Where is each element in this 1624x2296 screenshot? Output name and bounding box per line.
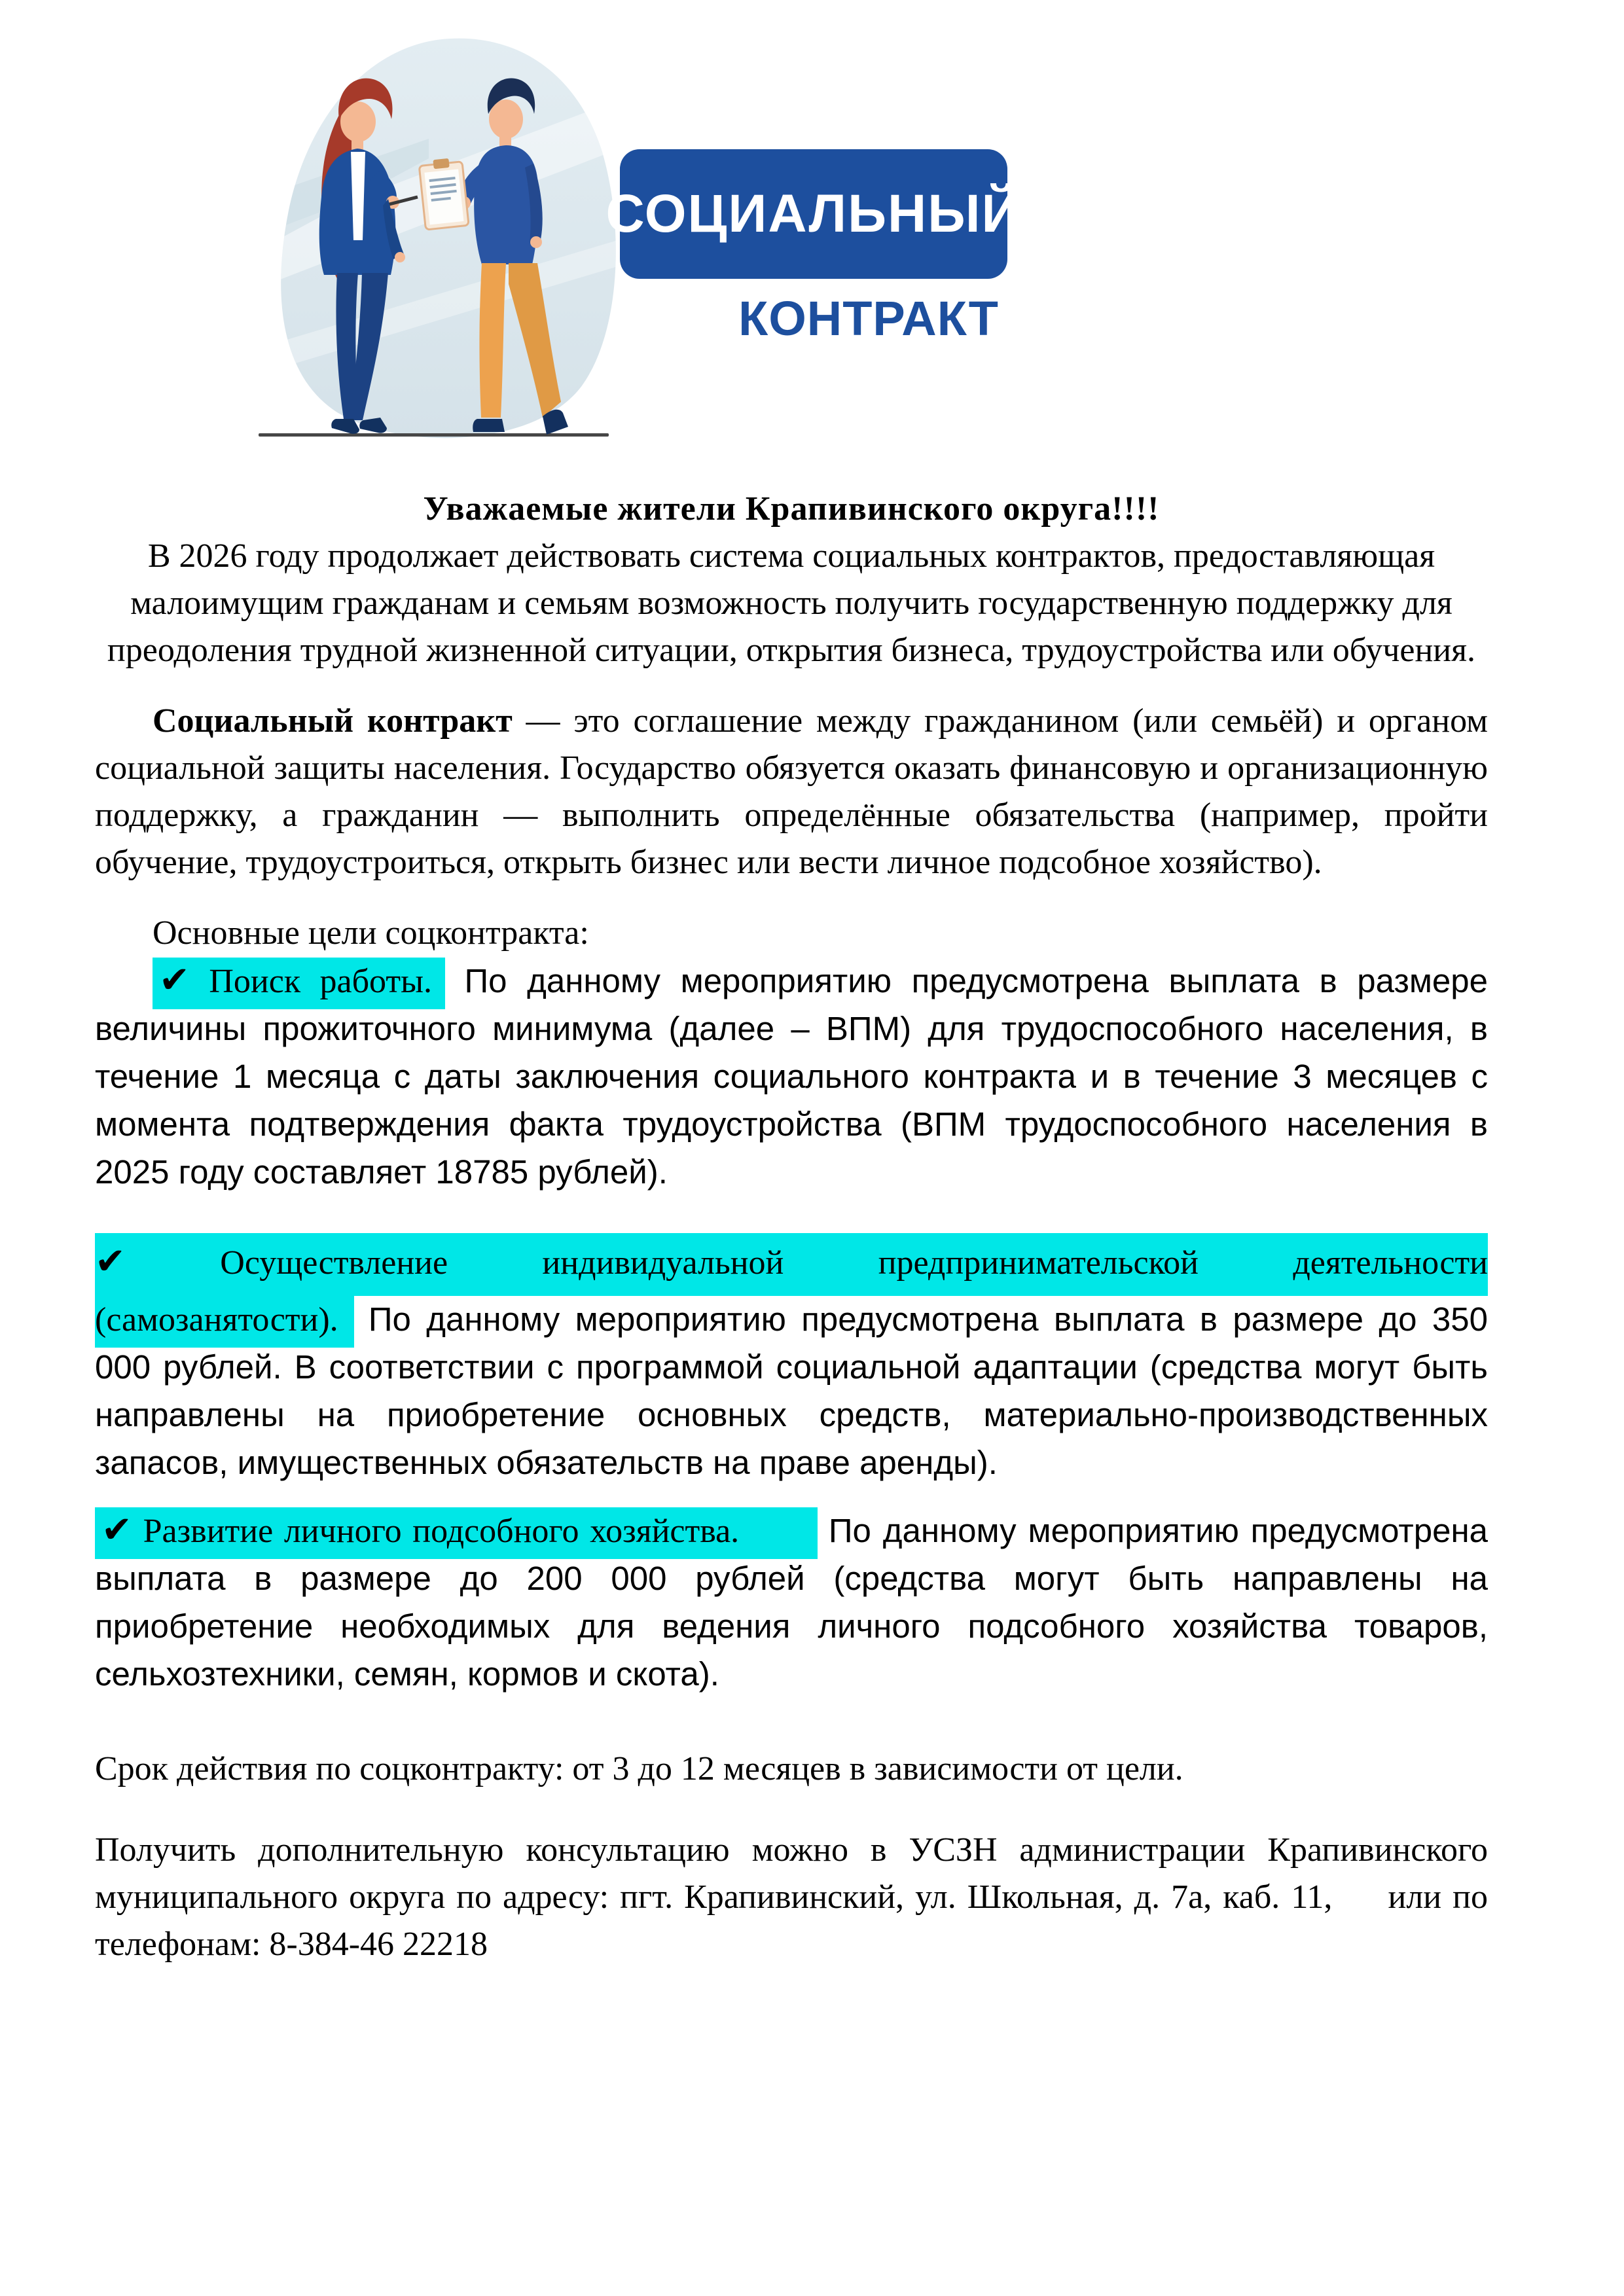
goal-highlight [153,958,445,1009]
goal-body: По данному мероприятию предусмотрена выплата в размере величины прожиточного минимума (далее – ВПМ) для трудоспособного населения, в течение 1 месяца с даты заключения социального контракта и в течение 3 месяцев с момента подтверждения факта трудоустройства (ВПМ трудоспособного населения в 2025 году составляет 18785 рублей). [95,962,1488,1191]
check-icon: ✔ [101,1509,132,1551]
goal-label-line1: Осуществление индивидуальной предпринимательской деятельности [220,1244,1488,1282]
header-hero [259,34,1022,453]
goal-item-entrepreneurship [95,1233,1488,1487]
contact-paragraph: Получить дополнительную консультацию можно в УСЗН администрации Крапивинского муниципального округа по адресу: пгт. Крапивинский, ул. Школьная, д. 7а, каб. 11, или по телефонам: 8-384-46 22218 [95,1831,1488,1963]
goal-highlight-line1 [95,1233,1488,1296]
page-title: Уважаемые жители Крапивинского округа!!!! [423,490,1160,528]
definition-paragraph [95,698,1488,886]
definition-rest: — это соглашение между гражданином (или семьёй) и органом социальной защиты населения. Государство обязуется оказать финансовую и организационную поддержку, а гражданин — выполнить определённые обязательства (например, пройти обучение, трудоустроиться, открыть бизнес или вести личное подсобное хозяйство). [95,702,1488,881]
two-people-with-clipboard-illustration [259,34,628,446]
social-contract-logo [605,149,1022,346]
goal-label: Развитие личного подсобного хозяйства. [143,1513,740,1550]
check-icon: ✔ [95,1240,126,1283]
check-icon: ✔ [159,959,190,1001]
goal-item-job-search [95,957,1488,1196]
intro-paragraph: В 2026 году продолжает действовать система социальных контрактов, предоставляющая малоимущим гражданам и семьям возможность получить государственную поддержку для преодоления трудной жизненной ситуации, открытия бизнеса, трудоустройства или обучения. [107,537,1476,669]
goal-body: По данному мероприятию предусмотрена выплата в размере до 200 000 рублей (средства могут быть направлены на приобретение необходимых для ведения личного подсобного хозяйства товаров, сельхозтехники, семян, кормов и скота). [95,1512,1489,1693]
document-body [95,486,1488,1968]
logo-badge [605,149,1022,279]
logo-line1: СОЦИАЛЬНЫЙ [605,184,1022,243]
goal-item-farming [95,1507,1488,1698]
definition-lead: Социальный контракт [153,702,513,740]
background-blob [259,39,628,439]
term-paragraph: Срок действия по соцконтракту: от 3 до 12 месяцев в зависимости от цели. [95,1750,1183,1787]
clipboard-icon [419,157,469,230]
goals-heading: Основные цели соцконтракта: [153,914,589,952]
logo-line2: КОНТРАКТ [738,291,999,346]
ground-line [259,433,609,437]
goal-highlight-line2: (самозанятости). [95,1296,354,1348]
goal-highlight [95,1507,818,1559]
goal-label: Поиск работы. [209,963,433,1000]
goal-body: По данному мероприятию предусмотрена выплата в размере до 350 000 рублей. В соответствии с программой социальной адаптации (средства могут быть направлены на приобретение основных средств, материально-производственных запасов, имущественных обязательств на праве аренды). [95,1300,1488,1481]
